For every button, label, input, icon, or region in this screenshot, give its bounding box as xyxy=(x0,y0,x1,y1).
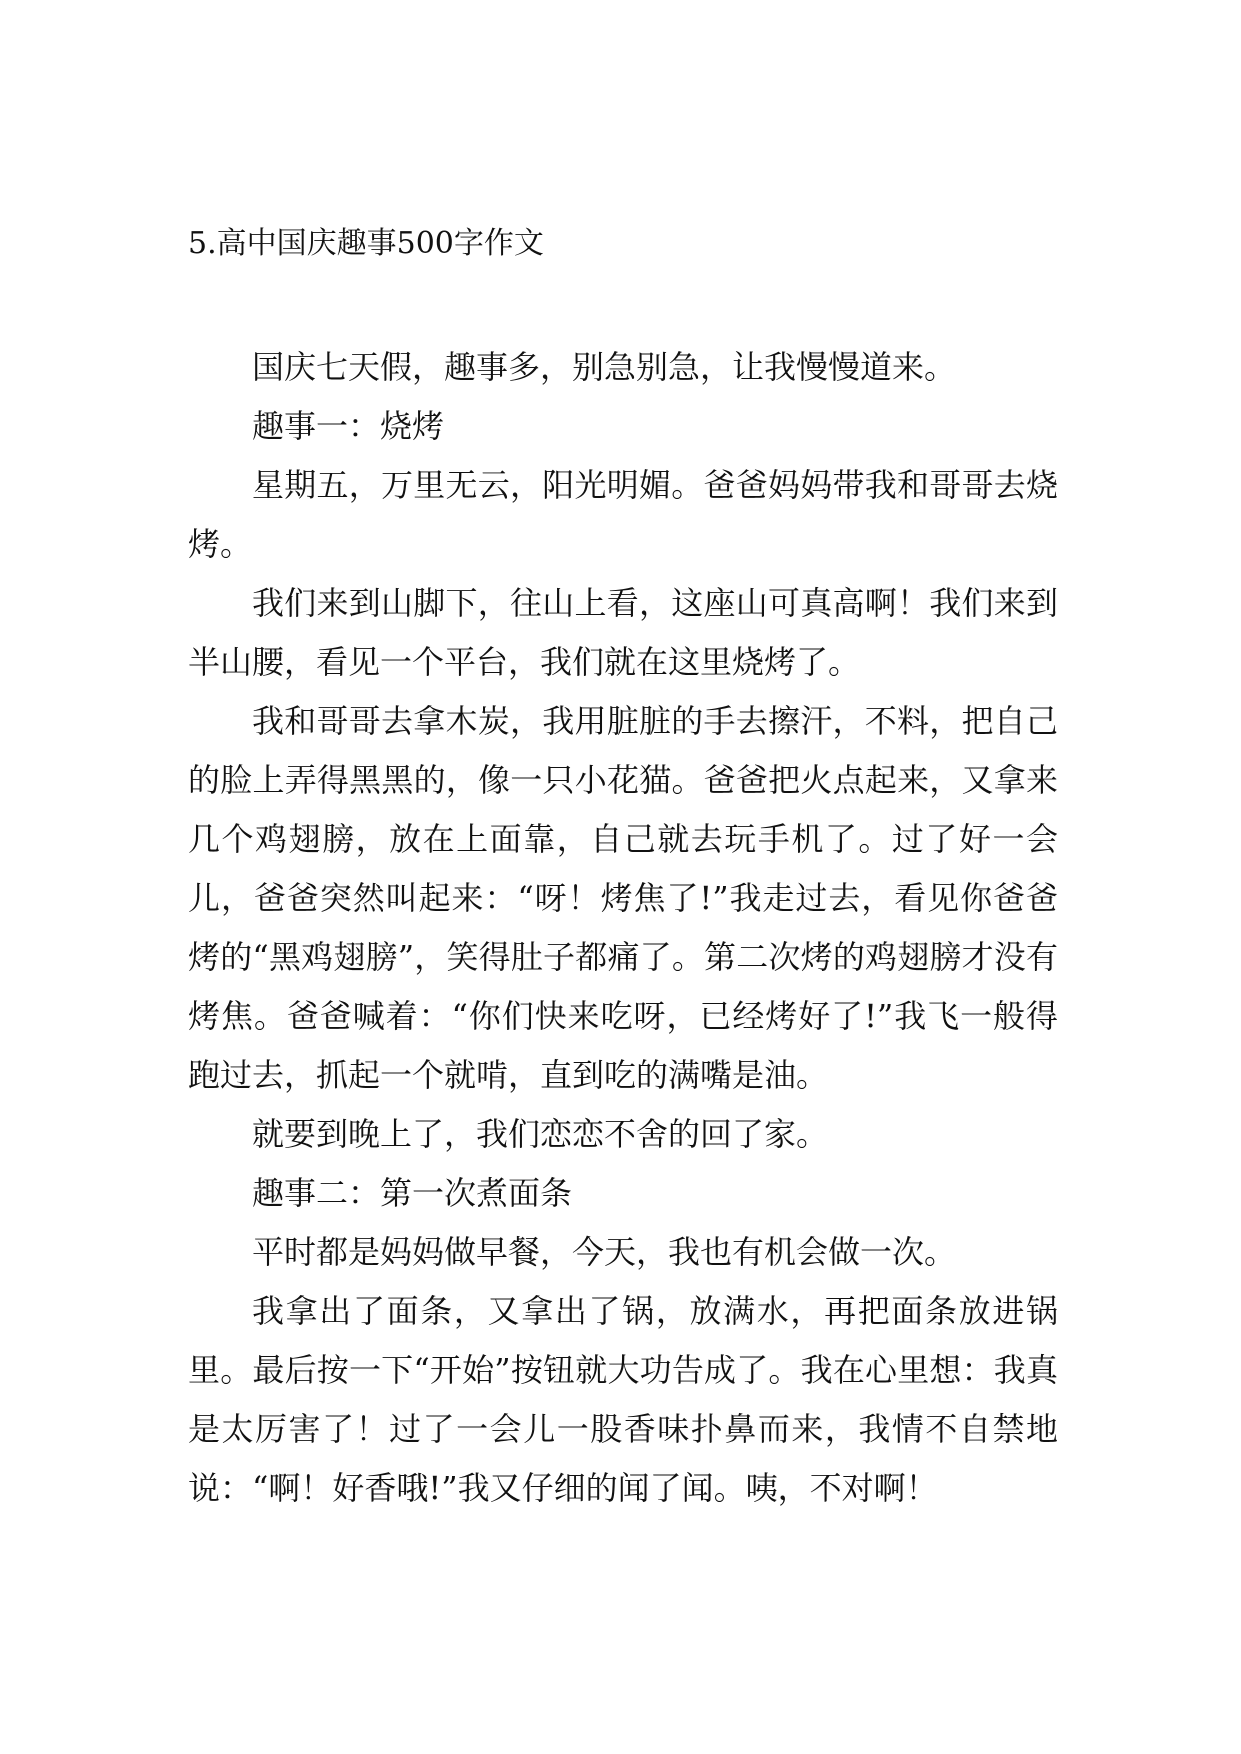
article-body xyxy=(188,338,1058,1518)
paragraph: 我和哥哥去拿木炭，我用脏脏的手去擦汗，不料，把自己的脸上弄得黑黑的，像一只小花猫。爸爸把火点起来，又拿来几个鸡翅膀，放在上面靠，自己就去玩手机了。过了好一会儿，爸爸突然叫起来：“呀！烤焦了!”我走过去，看见你爸爸烤的“黑鸡翅膀”，笑得肚子都痛了。第二次烤的鸡翅膀才没有烤焦。爸爸喊着：“你们快来吃呀，已经烤好了!”我飞一般得跑过去，抓起一个就啃，直到吃的满嘴是油。 xyxy=(188,702,1058,1094)
paragraph: 星期五，万里无云，阳光明媚。爸爸妈妈带我和哥哥去烧烤。 xyxy=(188,466,1058,563)
section-heading-2: 趣事二：第一次煮面条 xyxy=(252,1174,573,1212)
paragraph: 就要到晚上了，我们恋恋不舍的回了家。 xyxy=(252,1115,829,1153)
document-title: 5.高中国庆趣事500字作文 xyxy=(188,226,544,261)
paragraph: 平时都是妈妈做早餐，今天，我也有机会做一次。 xyxy=(252,1233,957,1271)
section-heading-1: 趣事一：烧烤 xyxy=(252,407,445,445)
paragraph: 我拿出了面条，又拿出了锅，放满水，再把面条放进锅里。最后按一下“开始”按钮就大功告成了。我在心里想：我真是太厉害了！过了一会儿一股香味扑鼻而来，我情不自禁地说：“啊！好香哦!”我又仔细的闻了闻。咦，不对啊！ xyxy=(188,1292,1058,1507)
paragraph: 我们来到山脚下，往山上看，这座山可真高啊！我们来到半山腰，看见一个平台，我们就在这里烧烤了。 xyxy=(188,584,1058,681)
paragraph: 国庆七天假，趣事多，别急别急，让我慢慢道来。 xyxy=(252,348,957,386)
